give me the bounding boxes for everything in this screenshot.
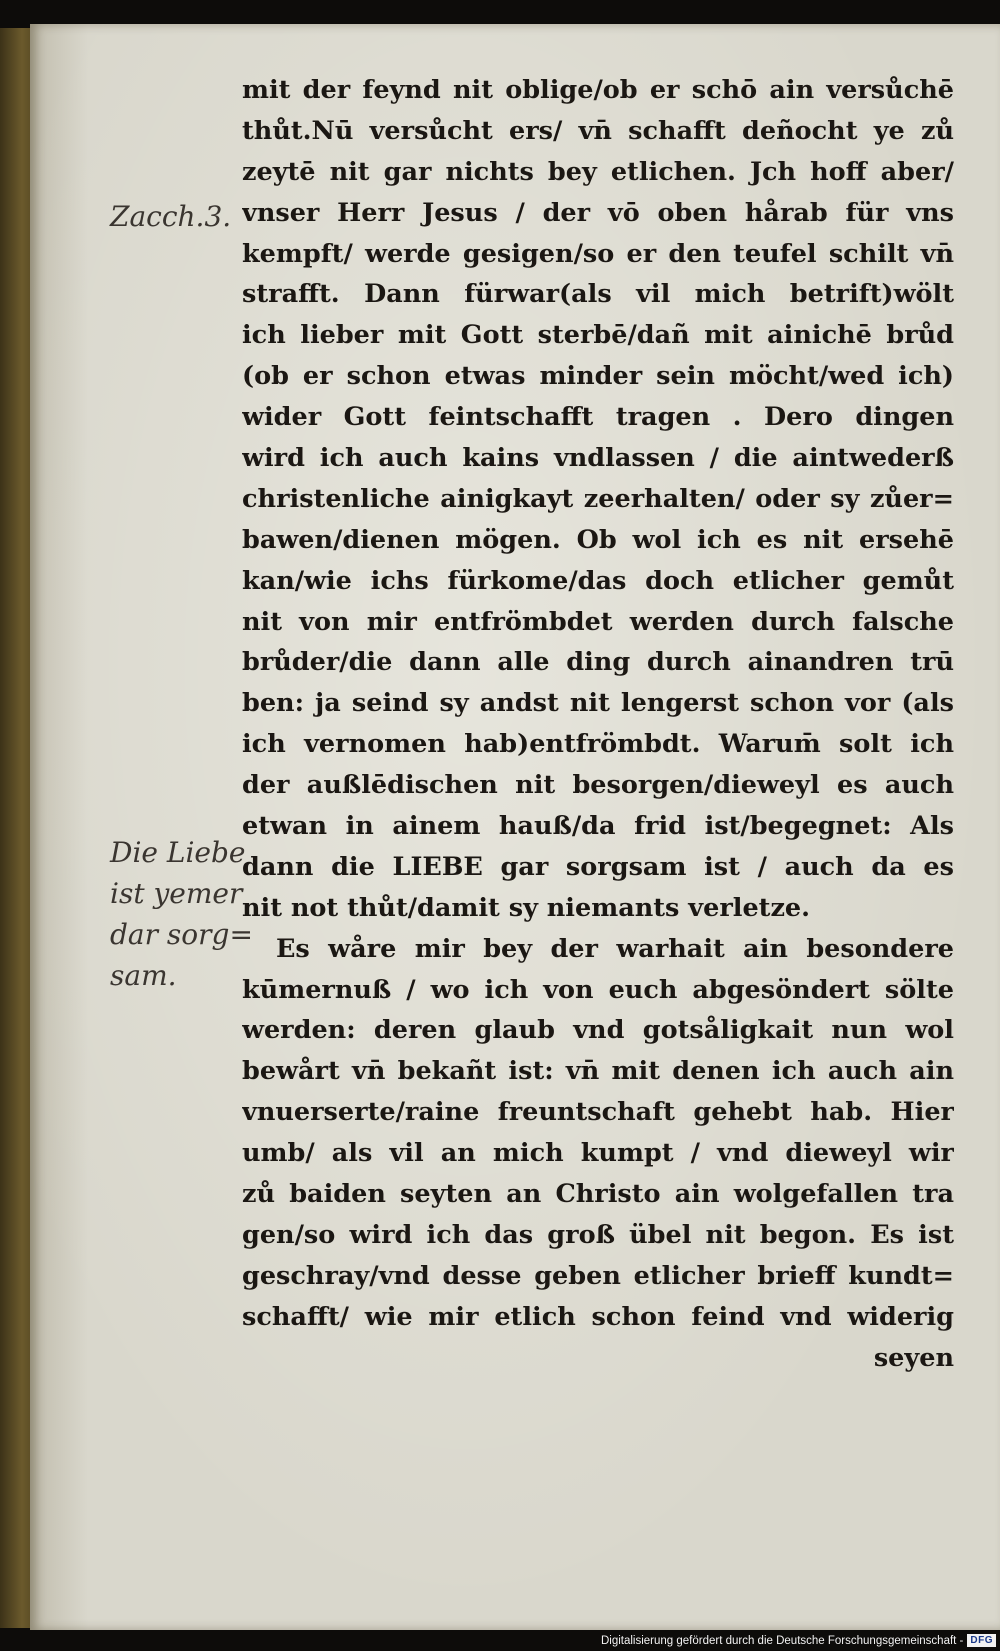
- marginal-note-line: sam.: [110, 959, 177, 992]
- text-line: nit not thůt/damit sy niemants verletze.: [242, 892, 811, 923]
- text-line: etwan in ainem hauß/da frid ist/begegnet: Als: [242, 811, 954, 842]
- marginal-reference-zacch: [110, 196, 231, 237]
- text-line: dann die LIEBE gar sorgsam ist / auch da es: [242, 851, 954, 882]
- text-line: der außlēdischen nit besorgen/dieweyl es auch: [242, 770, 954, 801]
- text-line: kūmernuß / wo ich von euch abgesöndert sölte: [242, 974, 954, 1005]
- text-line: ich lieber mit Gott sterbē/dañ mit ainichē brůd: [242, 320, 954, 351]
- marginal-note-line: ist yemer: [110, 877, 243, 910]
- marginal-reference-text: Zacch.3.: [110, 200, 232, 233]
- dfg-logo: DFG: [967, 1634, 996, 1647]
- text-line: kempft/ werde gesigen/so er den teufel schilt vn̄: [242, 238, 954, 269]
- text-line: ben: ja seind sy andst nit lengerst schon vor (als: [242, 688, 954, 719]
- text-line: nit von mir entfrömbdet werden durch falsche: [242, 606, 954, 637]
- text-line: wider Gott feintschafft tragen . Dero dingen: [242, 402, 954, 433]
- funding-credit-text: Digitalisierung gefördert durch die Deutsche Forschungsgemeinschaft -: [600, 1634, 964, 1647]
- text-line: gen/so wird ich das groß übel nit begon. Es ist: [242, 1219, 954, 1250]
- catchword: seyen: [873, 1342, 954, 1373]
- text-line: zeytē nit gar nichts bey etlichen. Jch hoff aber/: [242, 156, 954, 187]
- text-line: umb/ als vil an mich kumpt / vnd dieweyl wir: [242, 1138, 954, 1169]
- text-line: Es wåre mir bey der warhait ain besondere: [276, 933, 954, 964]
- text-line: bawen/dienen mögen. Ob wol ich es nit ersehē: [242, 524, 954, 555]
- marginal-note-line: Die Liebe: [110, 836, 246, 869]
- text-line: kan/wie ichs fürkome/das doch etlicher gemůt: [242, 565, 954, 596]
- text-line: zů baiden seyten an Christo ain wolgefallen tra: [242, 1179, 954, 1210]
- digitization-footer: [601, 1630, 1000, 1651]
- text-line: vnser Herr Jesus / der vō oben hårab für vns: [242, 197, 954, 228]
- text-line: christenliche ainigkayt zeerhalten/ oder sy zůer=: [242, 483, 954, 514]
- text-line: vnuerserte/raine freuntschaft gehebt hab. Hier: [242, 1097, 954, 1128]
- text-line: geschray/vnd desse geben etlicher brieff kundt=: [242, 1260, 954, 1291]
- text-line: werden: deren glaub vnd gotsåligkait nun wol: [242, 1015, 954, 1046]
- text-line: brůder/die dann alle ding durch ainandren trū: [242, 647, 954, 678]
- marginal-note-die-liebe: [110, 832, 253, 996]
- text-line: strafft. Dann fürwar(als vil mich betrift)wölt: [242, 279, 954, 310]
- text-line: schafft/ wie mir etlich schon feind vnd widerig: [242, 1301, 954, 1332]
- main-text-block: [242, 70, 954, 1379]
- text-line: thůt.Nū versůcht ers/ vn̄ schafft deñocht ye zů: [242, 115, 954, 146]
- text-line: bewårt vn̄ bekañt ist: vn̄ mit denen ich auch ain: [242, 1056, 954, 1087]
- text-line: mit der feynd nit oblige/ob er schō ain versůchē: [242, 75, 954, 105]
- text-line: (ob er schon etwas minder sein möcht/wed ich): [242, 361, 954, 392]
- marginal-note-line: dar sorg=: [110, 918, 253, 951]
- text-line: ich vernomen hab)entfrömbdt. Warum̄ solt ich: [242, 729, 954, 760]
- text-line: wird ich auch kains vndlassen / die aintwederß: [242, 443, 954, 474]
